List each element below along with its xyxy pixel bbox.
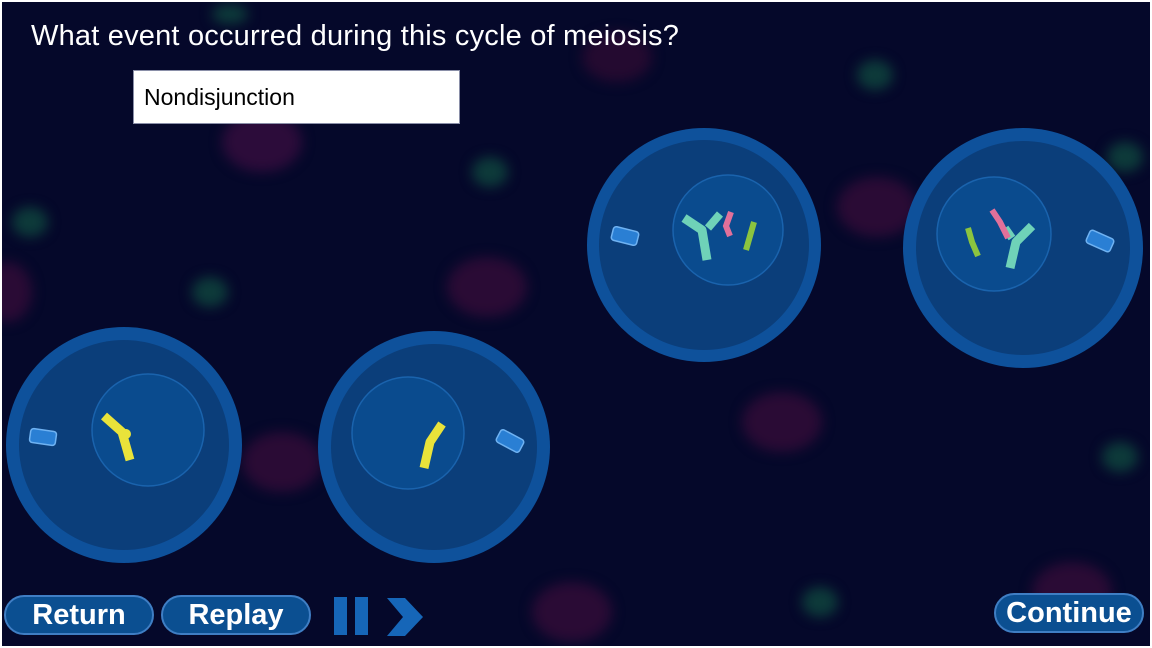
centromere bbox=[121, 429, 131, 439]
nucleus bbox=[937, 177, 1051, 291]
play-forward-icon[interactable] bbox=[383, 596, 425, 638]
question-text: What event occurred during this cycle of meiosis? bbox=[31, 20, 680, 52]
centrosome bbox=[29, 428, 57, 445]
pause-icon[interactable] bbox=[334, 597, 370, 635]
cell-daughter-left bbox=[6, 327, 242, 563]
continue-button[interactable]: Continue bbox=[994, 593, 1144, 633]
meiosis-animation-stage bbox=[2, 2, 1150, 646]
nucleus bbox=[352, 377, 464, 489]
pause-bar bbox=[355, 597, 368, 635]
cell-parent-left bbox=[587, 128, 821, 362]
return-button[interactable]: Return bbox=[4, 595, 154, 635]
chevron-right-icon bbox=[387, 598, 423, 636]
cell-daughter-right bbox=[318, 331, 550, 563]
nucleus bbox=[92, 374, 204, 486]
answer-field[interactable]: Nondisjunction bbox=[133, 70, 460, 124]
pause-bar bbox=[334, 597, 347, 635]
replay-button[interactable]: Replay bbox=[161, 595, 311, 635]
cell-parent-right bbox=[903, 128, 1143, 368]
